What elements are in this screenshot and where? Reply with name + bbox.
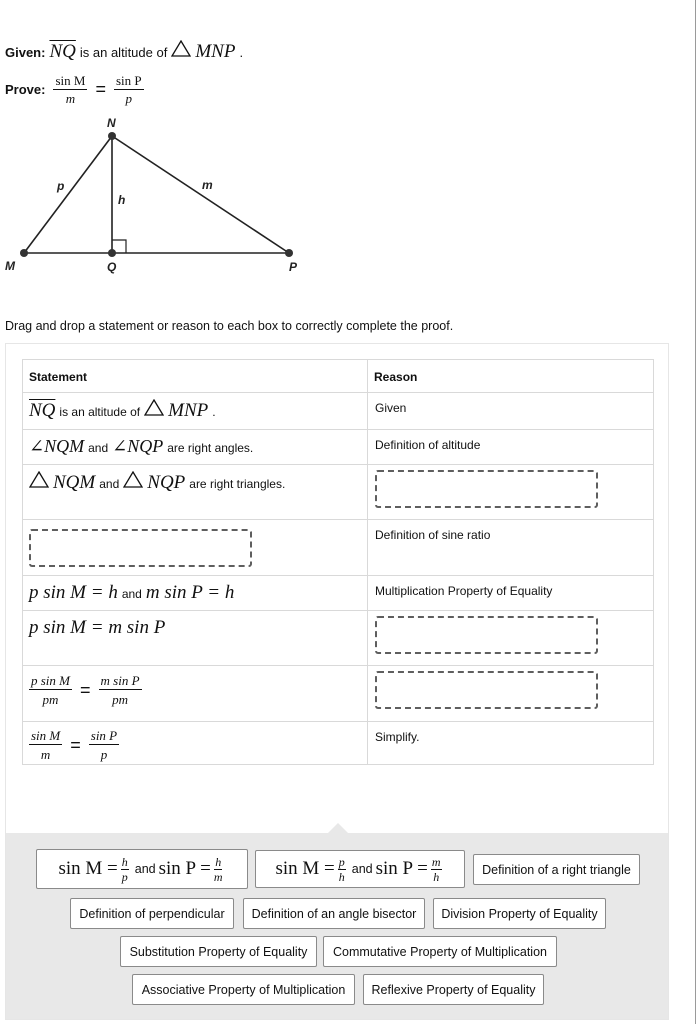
right-fraction — [99, 674, 142, 706]
right-numerator: sin P — [90, 728, 118, 743]
table-row — [23, 465, 654, 520]
right-denominator: pm — [112, 692, 128, 707]
reason-cell: Definition of sine ratio — [368, 520, 654, 576]
given-statement — [5, 40, 243, 63]
statement-period: . — [212, 405, 216, 419]
statement-cell — [23, 576, 368, 611]
prove-equals: = — [95, 79, 106, 99]
triangle-icon — [144, 399, 164, 416]
triangle-icon — [29, 471, 49, 488]
given-text: is an altitude of — [79, 45, 168, 60]
prove-left-numerator — [53, 74, 87, 90]
reason-cell: Simplify. — [368, 722, 654, 765]
statement-cell — [23, 722, 368, 765]
table-row — [23, 611, 654, 666]
frac-den: p — [121, 869, 128, 884]
left-denominator: m — [40, 747, 51, 762]
statement-cell — [23, 520, 368, 576]
answer-bank-pointer — [328, 823, 348, 833]
left-fraction — [29, 674, 72, 706]
instructions: Drag and drop a statement or reason to each box to correctly complete the proof. — [5, 319, 454, 333]
table-row — [23, 576, 654, 611]
answer-tile-substitution-property[interactable]: Substitution Property of Equality — [120, 936, 317, 967]
header-statement: Statement — [23, 360, 368, 393]
reason-cell: Multiplication Property of Equality — [368, 576, 654, 611]
tile-math-left: sin M = — [275, 858, 335, 879]
answer-tile-commutative-property[interactable]: Commutative Property of Multiplication — [323, 936, 557, 967]
triangle-icon — [123, 471, 143, 488]
table-row — [23, 393, 654, 430]
tile-math-right: sin P = — [158, 858, 211, 879]
right-numerator: m sin P — [100, 673, 140, 688]
frac-den: h — [338, 869, 345, 884]
side-label-h: h — [118, 193, 126, 207]
vertex-label-n: N — [107, 116, 116, 130]
triangle-nqm: NQM — [53, 472, 96, 493]
statement-cell — [23, 666, 368, 722]
angle-nqp: ∠NQP — [112, 436, 164, 456]
statement-text: are right triangles. — [189, 477, 286, 491]
frac-num: m — [431, 854, 441, 869]
tile-math-right: sin P = — [375, 858, 428, 879]
right-fraction — [89, 729, 119, 761]
and-text: and — [134, 862, 156, 876]
statement-cell — [23, 465, 368, 520]
reason-cell: Definition of altitude — [368, 430, 654, 465]
answer-bank — [6, 833, 668, 1019]
given-segment: $\overline{NQ}$ — [49, 41, 76, 62]
reason-cell — [368, 666, 654, 722]
reason-cell: Given — [368, 393, 654, 430]
left-numerator: sin M — [31, 728, 61, 743]
answer-tile-sine-over-h[interactable] — [255, 850, 465, 888]
statement-cell — [23, 393, 368, 430]
and-text: and — [99, 477, 120, 491]
statement-cell — [23, 611, 368, 666]
triangle-icon — [171, 40, 191, 57]
right-denominator: p — [100, 747, 108, 762]
equals-sign: = — [70, 734, 81, 755]
reason-cell — [368, 611, 654, 666]
left-fraction — [29, 729, 62, 761]
frac-num: p — [338, 854, 345, 869]
equation: p sin M = m sin P — [29, 617, 166, 638]
and-text: and — [121, 587, 142, 601]
triangle-diagram — [0, 110, 310, 280]
triangle-name: MNP — [168, 400, 209, 421]
answer-tile-sine-h-over[interactable] — [36, 849, 248, 889]
prove-right-num-text: sin P — [115, 73, 142, 88]
statement-drop-zone-4[interactable] — [29, 529, 252, 567]
tile-fraction — [338, 856, 346, 883]
side-label-p: p — [57, 179, 65, 193]
segment-nq: $\overline{NQ}$ — [29, 400, 56, 421]
prove-label: Prove: — [5, 82, 46, 97]
equation-left: p sin M = h — [29, 582, 118, 603]
prove-right-fraction — [114, 74, 144, 105]
equation-right: m sin P = h — [145, 582, 235, 603]
vertex-label-p: P — [289, 260, 298, 274]
tile-math-left: sin M = — [58, 858, 118, 879]
statement-text: are right angles. — [167, 441, 254, 455]
table-header-row — [23, 360, 654, 393]
answer-tile-reflexive-property[interactable]: Reflexive Property of Equality — [363, 974, 544, 1005]
frac-num: h — [121, 854, 128, 869]
answer-tile-definition-angle-bisector[interactable]: Definition of an angle bisector — [243, 898, 425, 929]
reason-drop-zone-7[interactable] — [375, 671, 598, 709]
frac-num: h — [215, 854, 222, 869]
and-text: and — [88, 441, 109, 455]
prove-left-num-text: sin M — [55, 73, 86, 88]
proof-table — [22, 359, 654, 765]
answer-tile-associative-property[interactable]: Associative Property of Multiplication — [132, 974, 355, 1005]
reason-drop-zone-6[interactable] — [375, 616, 598, 654]
prove-statement — [5, 74, 144, 105]
frac-den: m — [213, 869, 223, 884]
tile-fraction — [431, 856, 442, 883]
table-row — [23, 430, 654, 465]
header-reason: Reason — [368, 360, 654, 393]
equals-sign: = — [80, 679, 91, 700]
answer-tile-definition-perpendicular[interactable]: Definition of perpendicular — [70, 898, 234, 929]
prove-right-denominator: p — [125, 91, 133, 106]
prove-left-denominator: m — [65, 91, 76, 106]
and-text: and — [351, 862, 373, 876]
table-row — [23, 520, 654, 576]
given-triangle-name: MNP — [195, 41, 236, 62]
table-row — [23, 722, 654, 765]
frac-den: h — [433, 869, 440, 884]
reason-cell — [368, 465, 654, 520]
prove-left-fraction — [53, 74, 87, 105]
prove-right-numerator — [114, 74, 144, 90]
tile-fraction — [121, 856, 129, 883]
answer-tile-division-property[interactable]: Division Property of Equality — [433, 898, 606, 929]
side-label-m: m — [202, 178, 213, 192]
left-numerator: p sin M — [31, 673, 70, 688]
given-label: Given: — [5, 45, 46, 60]
triangle-nqp: NQP — [147, 472, 186, 493]
reason-drop-zone-3[interactable] — [375, 470, 598, 508]
tile-fraction — [214, 856, 223, 883]
answer-tile-definition-right-triangle[interactable]: Definition of a right triangle — [473, 854, 640, 885]
table-row — [23, 666, 654, 722]
left-denominator: pm — [42, 692, 59, 707]
angle-nqm: ∠NQM — [29, 436, 85, 456]
proof-panel — [5, 343, 669, 1020]
given-period: . — [239, 45, 244, 60]
vertex-label-m: M — [5, 259, 15, 273]
statement-cell — [23, 430, 368, 465]
vertex-label-q: Q — [107, 260, 117, 274]
statement-text: is an altitude of — [59, 405, 141, 419]
